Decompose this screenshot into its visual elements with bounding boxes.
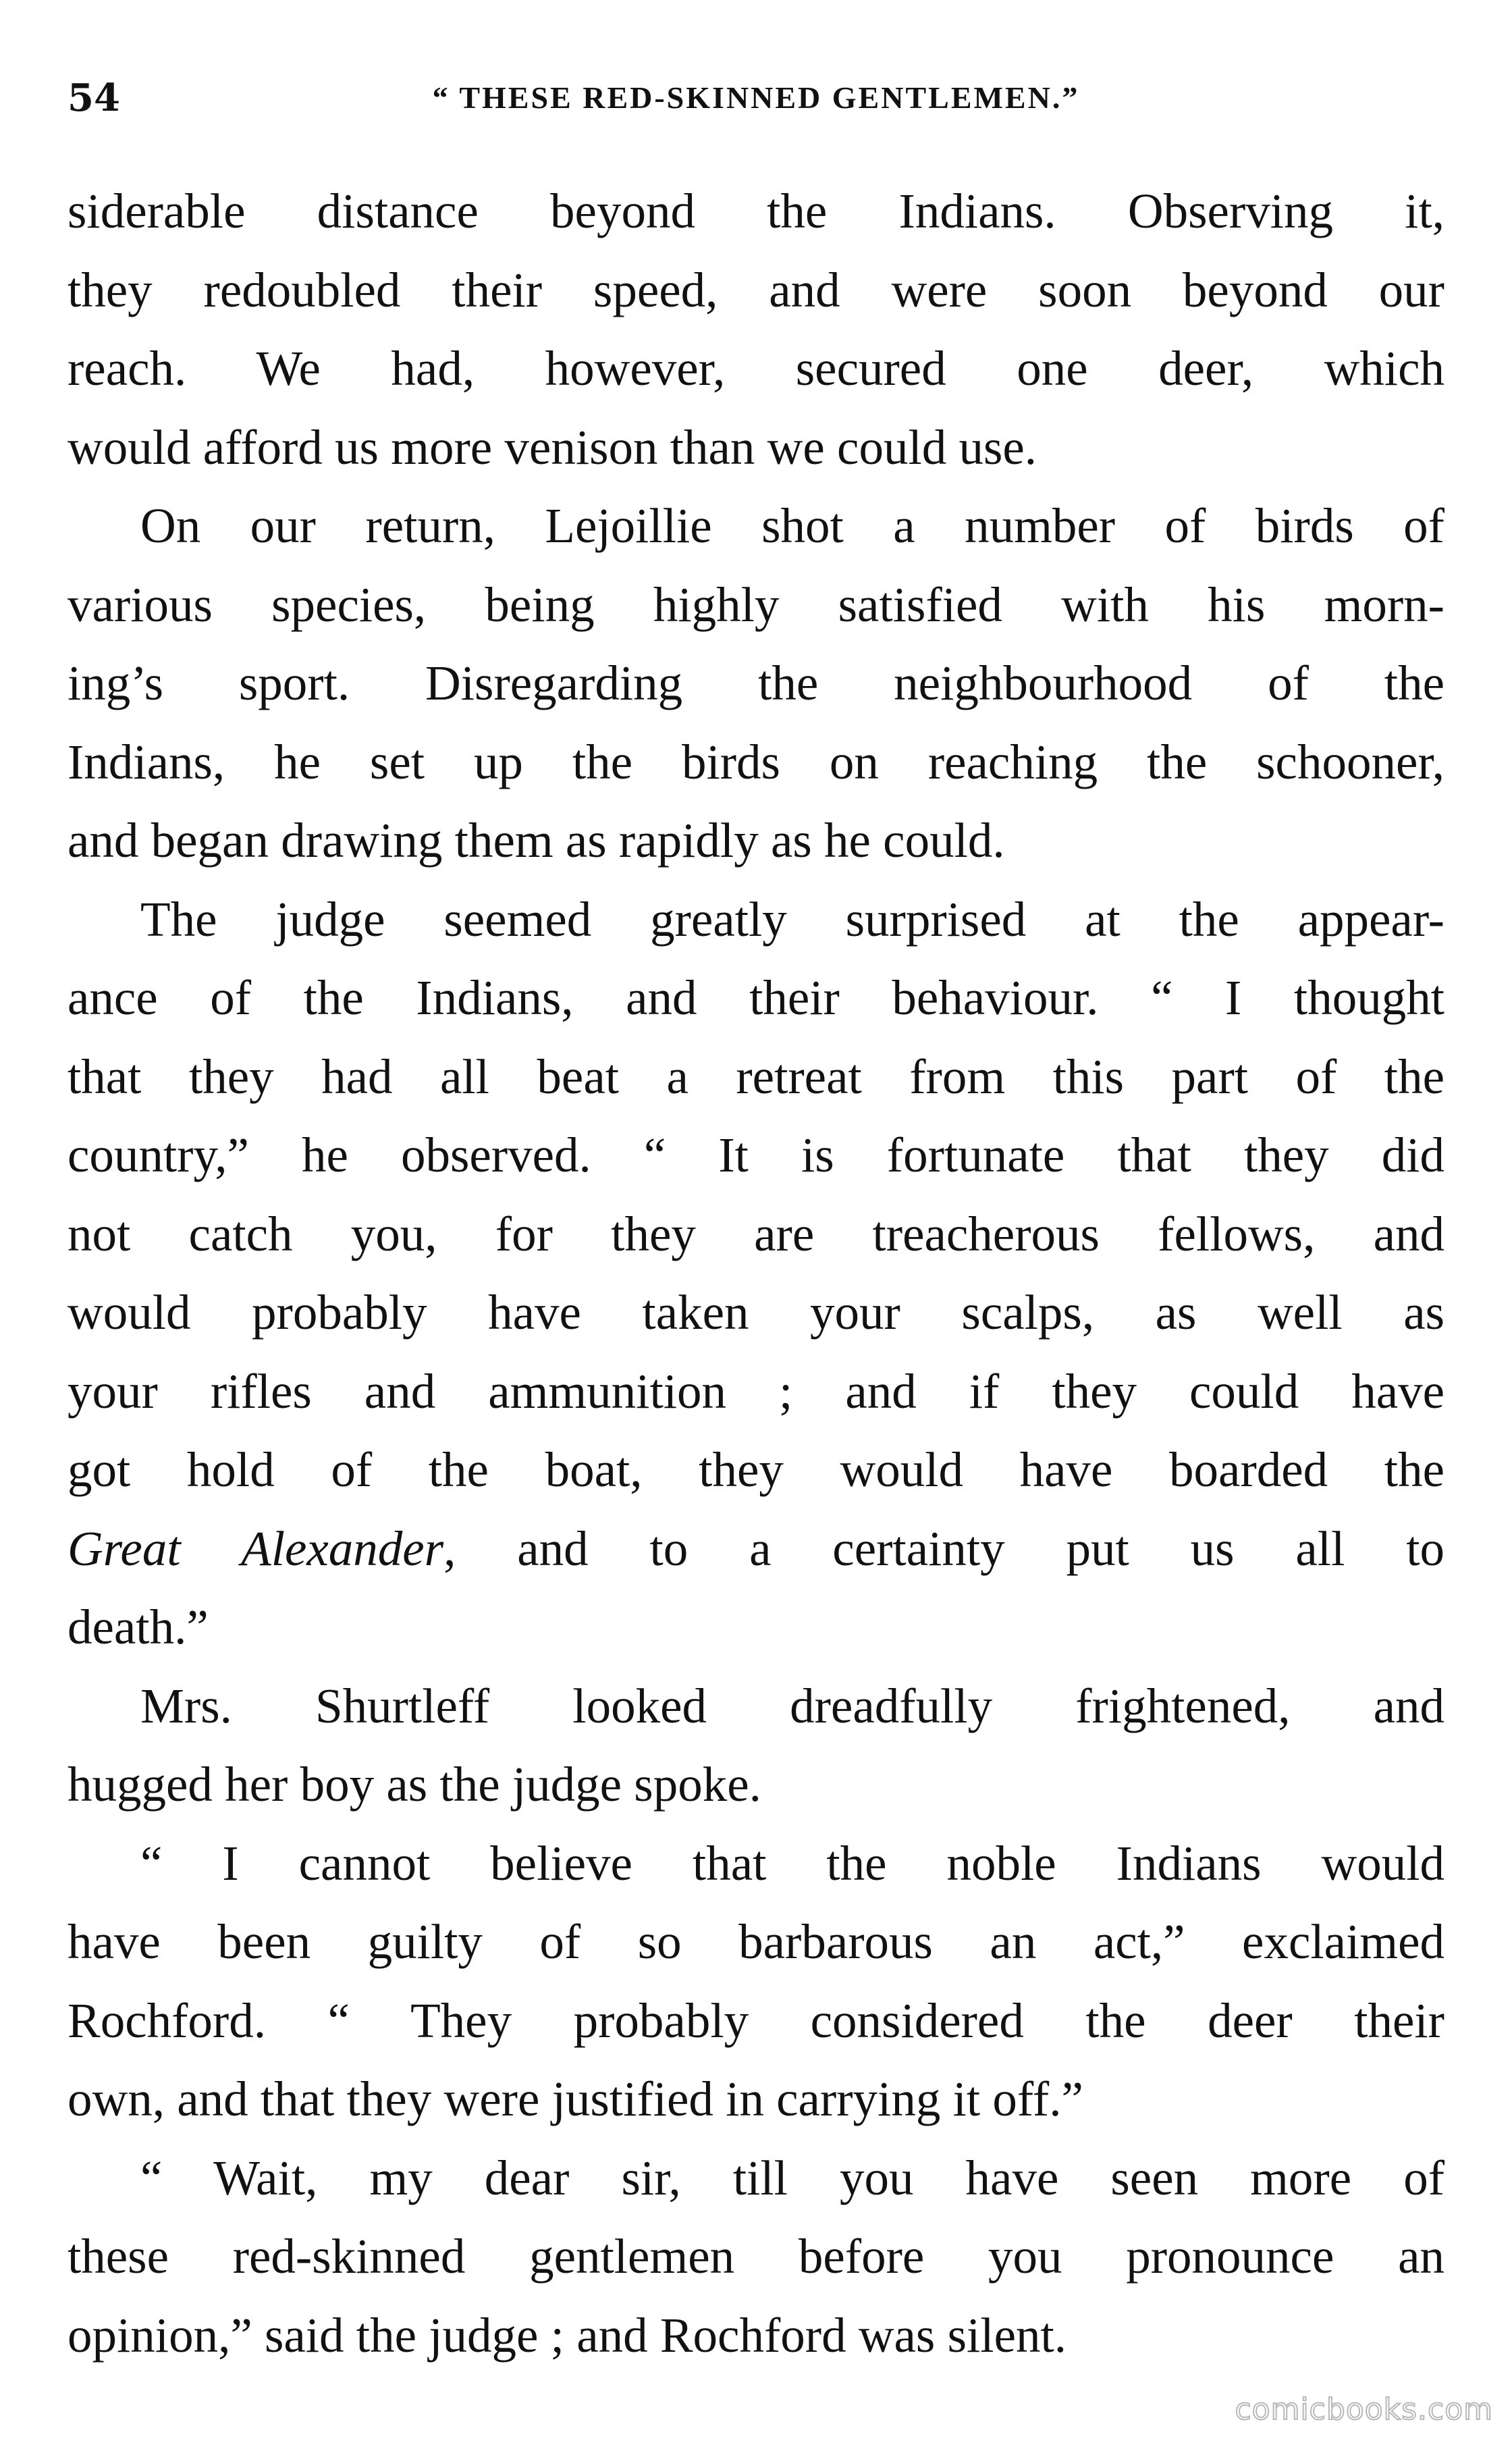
text-line: have been guilty of so barbarous an act,” exclaimed <box>68 1914 1444 1969</box>
paragraph-4 <box>68 1667 1444 1824</box>
paragraph-1 <box>68 172 1444 487</box>
text-line: reach. We had, however, secured one deer, which <box>68 341 1444 396</box>
page-number: 54 <box>68 76 120 120</box>
text-line: “ Wait, my dear sir, till you have seen more of <box>140 2150 1444 2205</box>
paragraph-2 <box>68 487 1444 880</box>
text-line: that they had all beat a retreat from this part of the <box>68 1049 1444 1104</box>
text-line: got hold of the boat, they would have boarded the <box>68 1442 1444 1497</box>
text-line: The judge seemed greatly surprised at the appear- <box>140 891 1444 947</box>
text-line: On our return, Lejoillie shot a number of birds of <box>140 498 1444 553</box>
paragraph-6 <box>68 2139 1444 2375</box>
text-line: death.” <box>68 1600 209 1654</box>
ship-name: Great Alexander <box>68 1521 444 1576</box>
text-line: ing’s sport. Disregarding the neighbourhood of the <box>68 656 1444 710</box>
text-line: Indians, he set up the birds on reaching the schooner, <box>68 734 1444 789</box>
watermark: comicbooks.com <box>1235 2392 1493 2427</box>
text-line: Rochford. “ They probably considered the deer their <box>68 1993 1444 2048</box>
paragraph-5 <box>68 1824 1444 2139</box>
text-line: hugged her boy as the judge spoke. <box>68 1757 761 1812</box>
text-line-italic-title <box>68 1510 1444 1589</box>
text-line: Mrs. Shurtleff looked dreadfully frightened, and <box>140 1678 1444 1733</box>
text-line: these red-skinned gentlemen before you pronounce an <box>68 2229 1444 2284</box>
text-line: opinion,” said the judge ; and Rochford was silent. <box>68 2307 1066 2363</box>
text-line: various species, being highly satisfied with his morn- <box>68 577 1444 632</box>
page-header <box>68 71 1444 125</box>
text-line: siderable distance beyond the Indians. Observing it, <box>68 184 1444 238</box>
text-line: would afford us more venison than we could use. <box>68 419 1037 475</box>
text-line: would probably have taken your scalps, as well as <box>68 1285 1444 1340</box>
running-head: “ THESE RED-SKINNED GENTLEMEN.” <box>432 80 1080 115</box>
text-line: your rifles and ammunition ; and if they could have <box>68 1363 1444 1419</box>
text-line: ance of the Indians, and their behaviour. “ I thought <box>68 970 1444 1025</box>
text-line: they redoubled their speed, and were soon beyond our <box>68 262 1444 317</box>
text-fragment: , and to a certainty put us all to <box>443 1521 1444 1576</box>
text-line: not catch you, for they are treacherous fellows, and <box>68 1206 1444 1261</box>
text-line: country,” he observed. “ It is fortunate that they did <box>68 1128 1444 1182</box>
text-line: own, and that they were justified in carrying it off.” <box>68 2072 1083 2126</box>
text-line: “ I cannot believe that the noble Indians would <box>140 1835 1444 1891</box>
text-line: and began drawing them as rapidly as he could. <box>68 813 1005 868</box>
paragraph-3 <box>68 880 1444 1667</box>
body-text <box>68 172 1444 2375</box>
